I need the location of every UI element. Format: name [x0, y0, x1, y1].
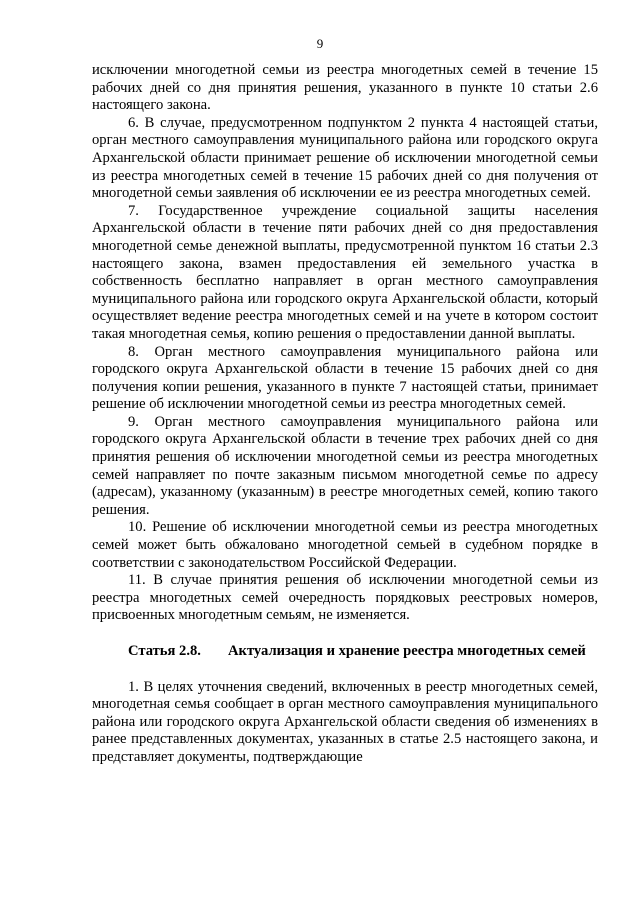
paragraph: 6. В случае, предусмотренном подпунктом 2 пункта 4 настоящей статьи, орган местного самоуправления муниципального района или городского округа Архангельской области принимает решение об исключении многодетной семьи из реестра многодетных семей в течение 15 рабочих дней со дня получения от многодетной семьи заявления об исключении ее из реестра многодетных семей.: [92, 114, 598, 202]
paragraph: 11. В случае принятия решения об исключении многодетной семьи из реестра многодетных семей очередность порядковых реестровых номеров, присвоенных многодетным семьям, не изменяется.: [92, 572, 598, 624]
paragraph: 10. Решение об исключении многодетной семьи из реестра многодетных семей может быть обжаловано многодетной семьей в судебном порядке в соответствии с законодательством Российской Федерации.: [92, 519, 598, 571]
paragraph: 8. Орган местного самоуправления муниципального района или городского округа Архангельской области в течение 15 рабочих дней со дня получения копии решения, указанного в пункте 7 настоящей статьи, принимает решение об исключении многодетной семьи из реестра многодетных семей.: [92, 343, 598, 413]
paragraph: 1. В целях уточнения сведений, включенных в реестр многодетных семей, многодетная семья сообщает в орган местного самоуправления муниципального района или городского округа Архангельской области сведения об изменениях в ранее представленных документах, указанных в статье 2.5 настоящего закона, и представляет документы, подтверждающие: [92, 678, 598, 765]
paragraph: 9. Орган местного самоуправления муниципального района или городского округа Архангельской области в течение трех рабочих дней со дня принятия решения об исключении многодетной семьи из реестра многодетных семей направляет по почте заказным письмом многодетной семье по адресу (адресам), указанному (указанным) в реестре многодетных семей, копию такого решения.: [92, 413, 598, 518]
article-title: Актуализация и хранение реестра многодетных семей: [228, 643, 586, 659]
article-number: Статья 2.8.: [128, 643, 201, 659]
document-body: [92, 62, 598, 767]
paragraph: 7. Государственное учреждение социальной защиты населения Архангельской области в течение пяти рабочих дней со дня предоставления многодетной семье денежной выплаты, предусмотренной пунктом 16 статьи 2.3 настоящего закона, взамен предоставления ей земельного участка в собственность бесплатно направляет в орган местного самоуправления муниципального района или городского округа Архангельской области, который осуществляет ведение реестра многодетных семей и на учете в котором состоит такая многодетная семья, копию решения о предоставлении данной выплаты.: [92, 202, 598, 342]
page-number: 9: [316, 36, 324, 51]
paragraph: исключении многодетной семьи из реестра многодетных семей в течение 15 рабочих дней со дня принятия решения, указанного в пункте 10 статьи 2.6 настоящего закона.: [92, 62, 598, 114]
article-heading: [92, 643, 598, 661]
